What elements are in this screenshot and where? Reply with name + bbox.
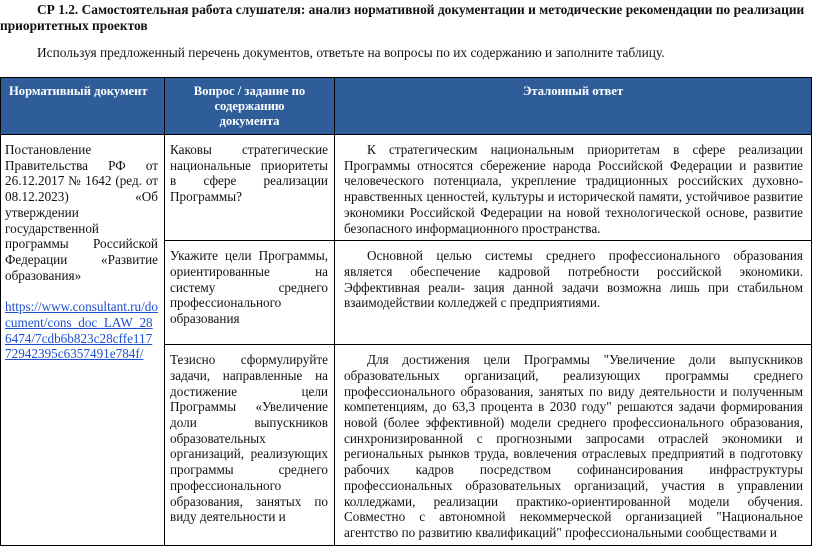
documents-table xyxy=(0,77,812,546)
answer-cell xyxy=(335,135,812,241)
header-question-text: Вопрос / задание по содержанию документа xyxy=(193,84,306,128)
answer-cell xyxy=(335,345,812,545)
table-header-row xyxy=(1,78,812,135)
header-answer: Эталонный ответ xyxy=(335,78,812,135)
question-cell: Тезисно сформулируйте задачи, направленные на достижение цели Программы «Увеличение доли выпускников образовательных организаций, реализующих программы среднего профессионального образования, занятых по виду деятельности и xyxy=(165,345,335,545)
table-row xyxy=(1,135,812,241)
header-doc: Нормативный документ xyxy=(1,78,165,135)
document-cell xyxy=(1,135,165,546)
document-title: Постановление Правительства РФ от 26.12.2017 № 1642 (ред. от 08.12.2023) «Об утверждении государственной программы Российской Федерации «Развитие образования» xyxy=(5,142,158,283)
question-cell: Каковы стратегические национальные приоритеты в сфере реализации Программы? xyxy=(165,135,335,241)
header-question xyxy=(165,78,335,135)
answer-cell xyxy=(335,241,812,345)
document-link[interactable]: https://www.consultant.ru/document/cons_doc_LAW_286474/7cdb6b823c28cffe11772942395c6357491e784f/ xyxy=(5,299,158,362)
answer-text: Для достижения цели Программы "Увеличение доли выпускников образовательных организаций, реализующих программы среднего профессионального образования, занятых по виду деятельности и полученным компетенциям, до 63,3 процента в 2030 году" решаются задачи формирования новой (более эффективной) модели среднего профессионального образования, синхронизированной с прогнозными запросами отраслей экономики и региональных рынков труда, вовлечения отраслевых предприятий в подготовку рабочих кадров посредством софинансирования инфраструктуры профессиональных образовательных организаций, участия в управлении колледжами, реализации практико-ориентированной модели обучения. Совместно с автономной некоммерческой организацией "Национальное агентство по развитию квалификаций" профессиональными сообществами и xyxy=(344,352,803,540)
answer-text: Основной целью системы среднего профессионального образования является обеспечение кадровой потребности российской экономики. Эффективная реали- зация данной задачи возможна лишь при стабильном взаимодействии колледжей с предприятиями. xyxy=(344,248,803,311)
question-cell: Укажите цели Программы, ориентированные на систему среднего профессионального образования xyxy=(165,241,335,345)
answer-text: К стратегическим национальным приоритетам в сфере реализации Программы относятся сбережение народа Российской Федерации и развитие человеческого потенциала, укрепление традиционных российских духовно-нравственных ценностей, культуры и исторической памяти, устойчивое развитие экономики Российской Федерации на новой технологической основе, развитие безопасного информационного пространства. xyxy=(344,142,803,236)
page-title: СР 1.2. Самостоятельная работа слушателя: анализ нормативной документации и методические рекомендации по реализации приоритетных проектов xyxy=(0,2,805,33)
instruction-text: Используя предложенный перечень документов, ответьте на вопросы по их содержанию и заполните таблицу. xyxy=(37,45,665,60)
